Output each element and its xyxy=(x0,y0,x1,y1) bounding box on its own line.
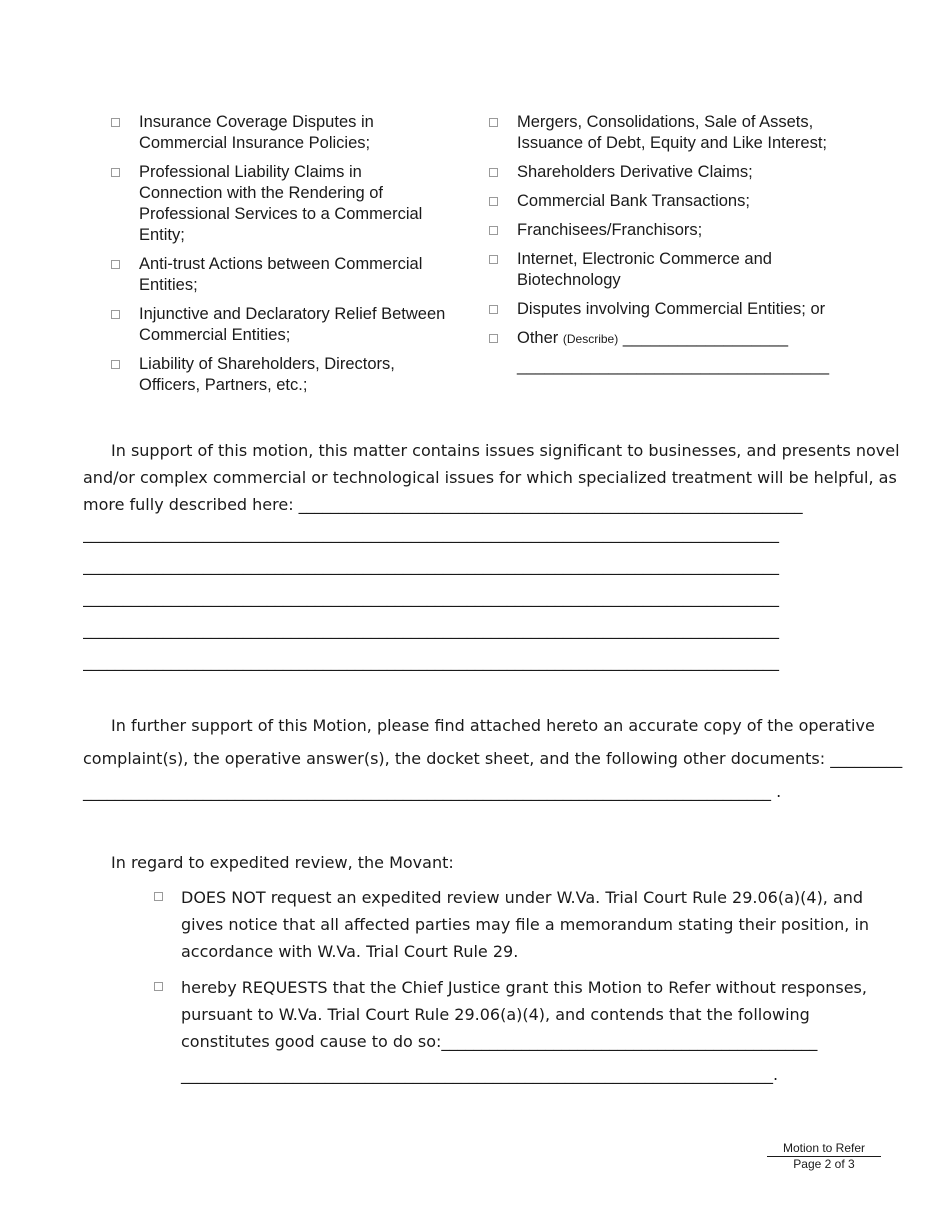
blank-line[interactable]: __________________________________________________________________________. xyxy=(181,1065,779,1084)
item-label: Anti-trust Actions between Commercial xyxy=(139,255,423,273)
option-no-expedited[interactable]: DOES NOT request an expedited review under W.Va. Trial Court Rule 29.06(a)(4), and gives notice that all affected parties may file a memorandum stating their position, in accordance with W.Va. Trial Court Rule 29. xyxy=(153,884,843,965)
item-label: Biotechnology xyxy=(517,271,621,289)
expedited-intro: In regard to expedited review, the Movant: xyxy=(111,853,454,872)
expedited-review-section xyxy=(83,849,868,1097)
option-request-expedited[interactable]: hereby REQUESTS that the Chief Justice grant this Motion to Refer without responses, pursuant to W.Va. Trial Court Rule 29.06(a)(4), and contends that the following constitutes good cause to do so:_______________________________________________ __________________________________________________________________________. xyxy=(153,974,843,1088)
describe-hint: (Describe) xyxy=(562,332,619,346)
blank-line[interactable]: ______________________________________________________________________________________ . xyxy=(83,782,782,801)
blank-line[interactable]: _______________________________________________________________________________________ xyxy=(83,556,779,575)
item-label: Liability of Shareholders, Directors, xyxy=(139,355,395,373)
item-label: Insurance Coverage Disputes in xyxy=(139,113,374,131)
checkbox[interactable] xyxy=(154,982,163,991)
checkbox[interactable] xyxy=(111,168,120,177)
item-label: Entities; xyxy=(139,276,198,294)
checkbox[interactable] xyxy=(489,118,498,127)
support-description-field[interactable]: more fully described here: _______________________________________________________________ xyxy=(83,495,803,514)
support-line: In support of this motion, this matter contains issues significant to businesses, and presents novel xyxy=(111,441,900,460)
checkbox-item[interactable] xyxy=(488,220,868,241)
other-line xyxy=(517,328,868,350)
item-label: Professional Services to a Commercial xyxy=(139,205,423,223)
item-label: Shareholders Derivative Claims; xyxy=(517,163,753,181)
checkbox[interactable] xyxy=(111,260,120,269)
blank-line[interactable]: _______________________________________________________________________________________ xyxy=(83,524,779,543)
blank-line[interactable]: _______________________________________________________________________________________ xyxy=(83,588,779,607)
checkbox-item[interactable] xyxy=(110,112,465,154)
checkbox[interactable] xyxy=(111,360,120,369)
checkbox-item-other[interactable] xyxy=(488,328,868,377)
other-documents-field[interactable]: complaint(s), the operative answer(s), the docket sheet, and the following other documents: _________ xyxy=(83,749,903,768)
item-label: Connection with the Rendering of xyxy=(139,184,383,202)
item-label: Injunctive and Declaratory Relief Between xyxy=(139,305,446,323)
checkbox[interactable] xyxy=(489,334,498,343)
page-number: Page 2 of 3 xyxy=(793,1157,855,1171)
item-label: Entity; xyxy=(139,226,185,244)
further-line: In further support of this Motion, please find attached hereto an accurate copy of the operative xyxy=(111,716,875,735)
checkbox-item[interactable] xyxy=(488,299,868,320)
checkbox-item[interactable] xyxy=(110,354,465,396)
checkbox[interactable] xyxy=(489,197,498,206)
item-label: Mergers, Consolidations, Sale of Assets, xyxy=(517,113,814,131)
checkbox-item[interactable] xyxy=(110,254,465,296)
good-cause-field[interactable]: constitutes good cause to do so:_______________________________________________ xyxy=(181,1032,818,1051)
blank-line[interactable]: _______________________________________________________________________________________ xyxy=(83,620,779,639)
checkbox-item[interactable] xyxy=(488,249,868,291)
item-label: Internet, Electronic Commerce and xyxy=(517,250,772,268)
item-label: Commercial Entities; xyxy=(139,326,291,344)
expedited-options xyxy=(153,884,870,1088)
checkbox[interactable] xyxy=(111,118,120,127)
item-label: Disputes involving Commercial Entities; or xyxy=(517,300,826,318)
checkbox-item[interactable] xyxy=(488,162,868,183)
further-support-paragraph xyxy=(83,709,903,808)
checkbox[interactable] xyxy=(489,226,498,235)
other-blank-line[interactable]: __________________________________ xyxy=(517,357,830,375)
checkbox[interactable] xyxy=(111,310,120,319)
checkbox-item[interactable] xyxy=(488,112,868,154)
case-type-list-right xyxy=(488,112,868,385)
page-footer xyxy=(767,1141,881,1172)
checkbox-item[interactable] xyxy=(110,304,465,346)
checkbox[interactable] xyxy=(154,892,163,901)
checkbox[interactable] xyxy=(489,255,498,264)
checkbox-item[interactable] xyxy=(488,191,868,212)
other-blank[interactable]: __________________ xyxy=(622,329,788,347)
checkbox-item[interactable] xyxy=(110,162,465,246)
item-label: Professional Liability Claims in xyxy=(139,163,362,181)
other-label: Other xyxy=(517,329,559,347)
document-title: Motion to Refer xyxy=(767,1141,881,1157)
support-paragraph xyxy=(83,437,900,678)
item-label: Issuance of Debt, Equity and Like Interest; xyxy=(517,134,828,152)
checkbox[interactable] xyxy=(489,168,498,177)
item-label: Franchisees/Franchisors; xyxy=(517,221,703,239)
item-label: Officers, Partners, etc.; xyxy=(139,376,308,394)
item-label: Commercial Bank Transactions; xyxy=(517,192,750,210)
blank-line[interactable]: _______________________________________________________________________________________ xyxy=(83,652,779,671)
item-label: Commercial Insurance Policies; xyxy=(139,134,371,152)
support-line: and/or complex commercial or technological issues for which specialized treatment will be helpful, as xyxy=(83,468,897,487)
case-type-list-left xyxy=(110,112,465,404)
checkbox[interactable] xyxy=(489,305,498,314)
